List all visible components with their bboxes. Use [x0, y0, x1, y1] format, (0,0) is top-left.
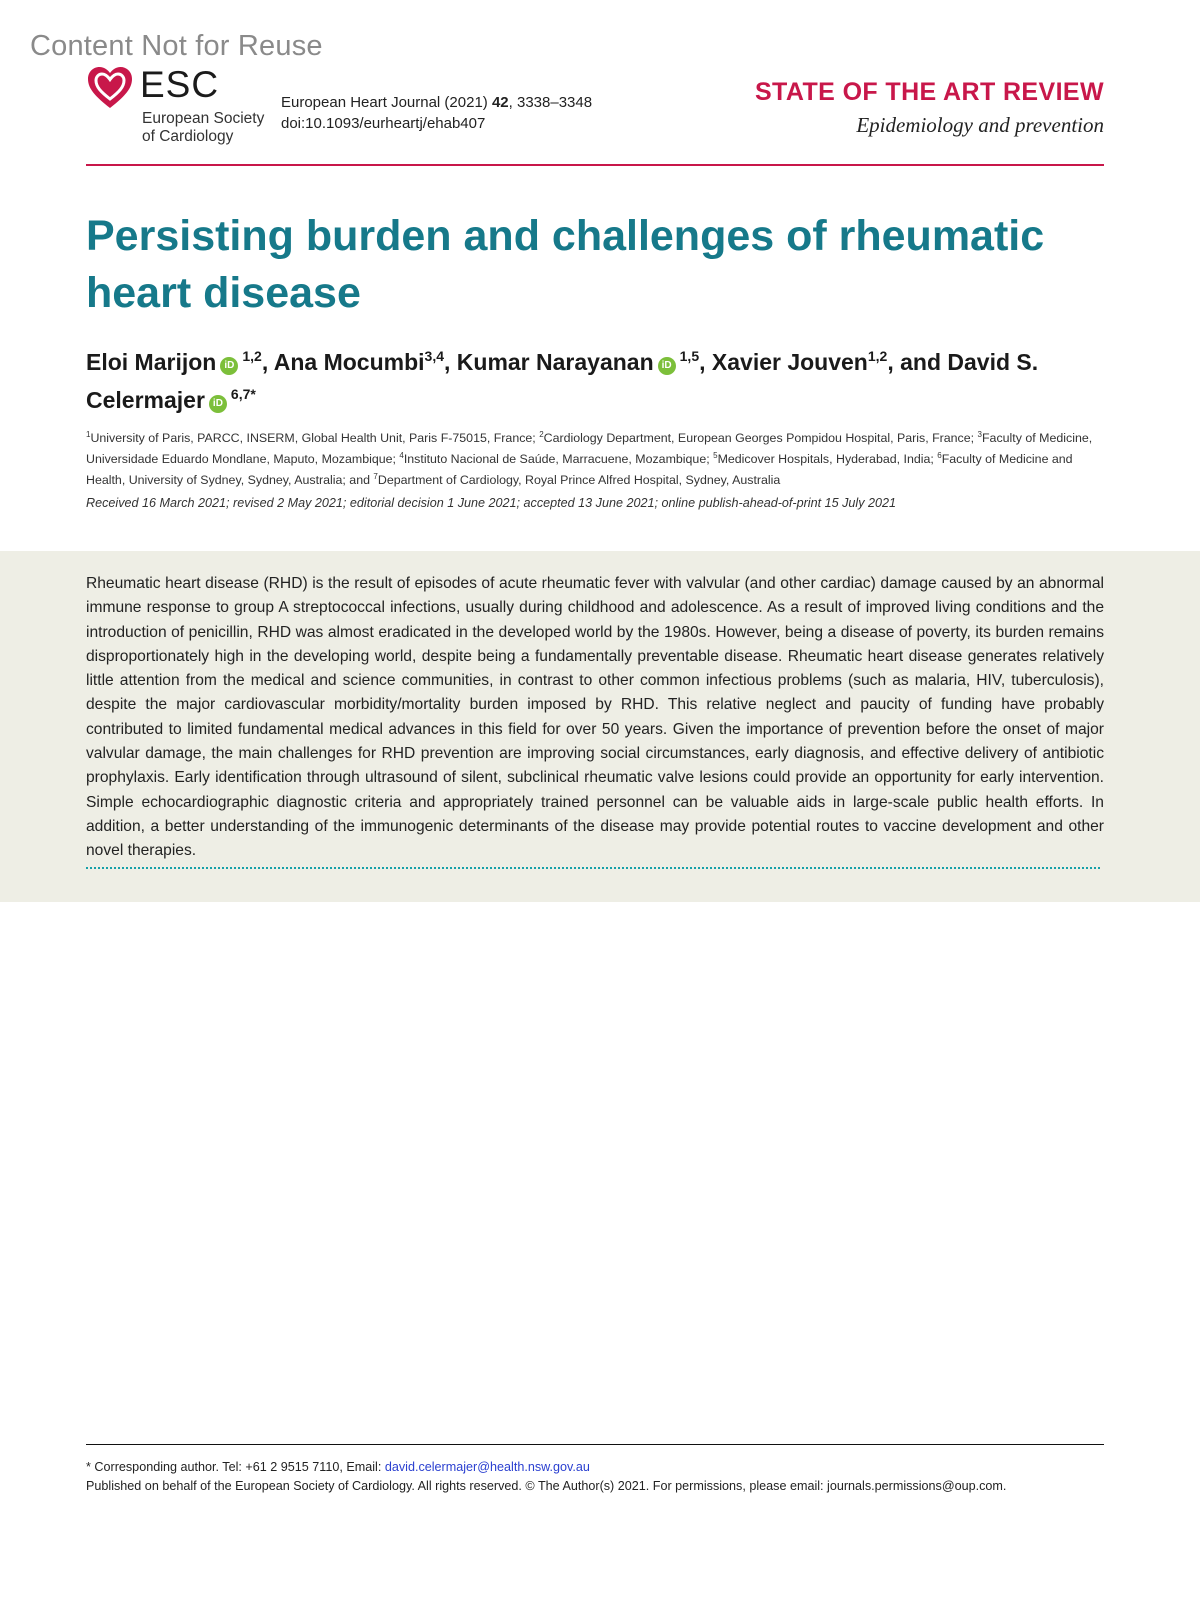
author-conjunction: and [900, 349, 941, 375]
esc-logo [86, 66, 276, 146]
journal-doi[interactable]: doi:10.1093/eurheartj/ehab407 [281, 115, 486, 132]
affiliation-text: Medicover Hospitals, Hyderabad, India; [717, 452, 938, 466]
article-type: STATE OF THE ART REVIEW [754, 78, 1104, 106]
author-affiliation-marker: 6,7* [230, 386, 256, 402]
journal-name: European Heart Journal (2021) [281, 94, 492, 111]
affiliation-number: 4 [399, 451, 404, 460]
section-label [755, 78, 1104, 138]
author-list: Eloi Marijon iD$^{1,2}$, Ana Mocumbi$^{3,4}$, Kumar Narayanan iD$^{1,5}$, Xavier Jouven$^{1,2}$, and David S. Celermajer $iD^{6,7*}$ [86, 348, 1039, 413]
orcid-icon[interactable]: iD [658, 357, 676, 375]
affiliation-number: 3 [977, 430, 982, 439]
abstract-text: Rheumatic heart disease (RHD) is the result of episodes of acute rheumatic fever with valvular (and other cardiac) damage caused by an abnormal immune response to group A streptococcal infections, usually during childhood and adolescence. As a result of improved living conditions and the introduction of penicillin, RHD was almost eradicated in the developed world by the 1980s. However, being a disease of poverty, its burden remains disproportionately high in the developing world, despite being a fundamentally preventable disease. Rheumatic heart disease generates relatively little attention from the medical and science communities, in contrast to other common infectious problems (such as malaria, HIV, tuberculosis), despite the major cardiovascular morbidity/mortality burden imposed by RHD. This relative neglect and paucity of funding have probably contributed to limited fundamental medical advances in this field for over 50 years. Given the importance of prevention before the onset of major valvular damage, the main challenges for RHD prevention are improving social circumstances, early diagnosis, and effective delivery of antibiotic prophylaxis. Early identification through ultrasound of silent, subclinical rheumatic valve lesions could provide an opportunity for early intervention. Simple echocardiographic diagnostic criteria and appropriately trained personnel can be valuable aids in large-scale public health efforts. In addition, a better understanding of the immunogenic determinants of the disease may provide potential routes to vaccine development and other novel therapies. [86, 575, 1104, 860]
affiliation-number: 1 [86, 430, 91, 439]
journal-pages: , 3338–3348 [508, 94, 593, 111]
abstract-section [0, 551, 1200, 902]
logo-sub-line1: European Society [142, 110, 265, 127]
footnote-divider [86, 1444, 1104, 1445]
affiliation-number: 2 [539, 430, 544, 439]
logo-sub-line2: of Cardiology [142, 128, 234, 145]
publisher-notice: Published on behalf of the European Society of Cardiology. All rights reserved. © The Author(s) 2021. For permissions, please email: journals.permissions@oup.com. [86, 1479, 1007, 1493]
affiliation-number: 5 [713, 451, 718, 460]
corresponding-author [86, 1458, 1116, 1477]
orcid-icon[interactable]: iD [209, 395, 227, 413]
affiliation-text: Cardiology Department, European Georges Pompidou Hospital, Paris, France; [543, 431, 978, 445]
affiliation-text: Instituto Nacional de Saúde, Marracuene, Mozambique; [403, 452, 714, 466]
author-email-link[interactable]: david.celermajer@health.nsw.gov.au [384, 1460, 590, 1474]
heart-icon [86, 66, 134, 110]
logo-name: ESC [140, 64, 220, 105]
author-name: David S. Celermajer [86, 349, 1039, 413]
article-dates: Received 16 March 2021; revised 2 May 2021; editorial decision 1 June 2021; accepted 13 June 2021; online publish-ahead-of-print 15 July 2021 [86, 496, 897, 510]
article-title: Persisting burden and challenges of rheumatic heart disease [86, 212, 1045, 317]
author-affiliation-marker: 1,2 [242, 348, 262, 364]
author-name: Eloi Marijon [86, 349, 217, 375]
author-affiliation-marker: 1,5 [679, 348, 700, 364]
journal-citation [281, 92, 592, 134]
author-affiliation-marker: 3,4 [424, 348, 444, 364]
affiliation-number: 7 [373, 472, 378, 481]
watermark-text: Content Not for Reuse [30, 30, 323, 62]
header-divider [86, 164, 1104, 166]
journal-reference [281, 92, 592, 113]
logo-subtitle [142, 110, 264, 146]
affiliation-number: 6 [937, 451, 942, 460]
affiliations [86, 426, 1106, 489]
article-subject: Epidemiology and prevention [856, 113, 1104, 137]
abstract-divider [86, 867, 1100, 869]
orcid-icon[interactable]: iD [220, 357, 238, 375]
affiliation-text: Faculty of Medicine and Health, University of Sydney, Sydney, Australia; and [86, 452, 1073, 487]
corresponding-label: * Corresponding author. Tel: +61 2 9515 7110, Email: [86, 1460, 385, 1474]
author-name: Kumar Narayanan [456, 349, 654, 375]
author-name: Xavier Jouven [711, 349, 868, 375]
affiliation-text: Department of Cardiology, Royal Prince Alfred Hospital, Sydney, Australia [377, 473, 781, 487]
affiliation-text: Faculty of Medicine, Universidade Eduardo Mondlane, Maputo, Mozambique; [86, 431, 1093, 466]
journal-volume: 42 [491, 94, 509, 111]
affiliation-text: University of Paris, PARCC, INSERM, Global Health Unit, Paris F-75015, France; [90, 431, 540, 445]
author-name: Ana Mocumbi [273, 349, 425, 375]
author-affiliation-marker: 1,2 [867, 348, 888, 364]
footnotes [86, 1458, 1116, 1496]
